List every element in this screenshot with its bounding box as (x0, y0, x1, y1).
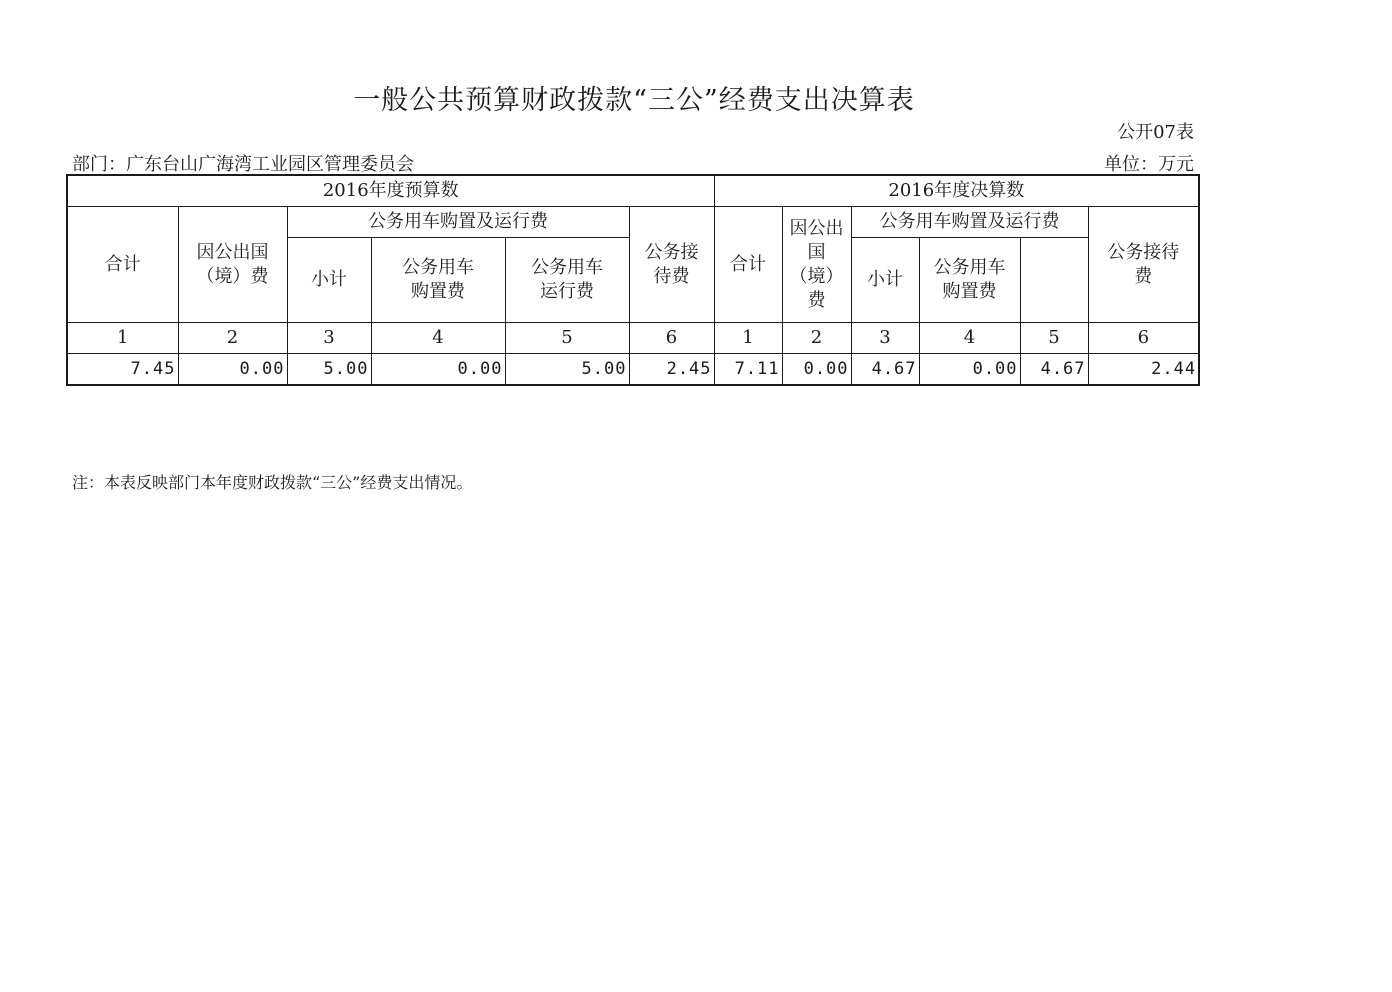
final-abroad-line1: 因公出 (789, 217, 844, 239)
budget-abroad-line2: （境）费 (196, 265, 269, 287)
final-subtotal-header: 小计 (851, 238, 919, 323)
budget-subtotal-value: 5.00 (287, 354, 371, 386)
final-purchase-line2: 购置费 (942, 281, 997, 302)
final-purchase-line1: 公务用车 (933, 257, 1006, 278)
budget-total-header: 合计 (67, 207, 178, 323)
final-group-header: 2016年度决算数 (714, 175, 1199, 207)
budget-idx-1: 1 (67, 323, 178, 354)
budget-idx-5: 5 (505, 323, 629, 354)
budget-operate-line1: 公务用车 (531, 257, 603, 278)
final-idx-3: 3 (851, 323, 919, 354)
final-subtotal-value: 4.67 (851, 354, 919, 386)
budget-abroad-header (178, 207, 287, 323)
final-reception-value: 2.44 (1088, 354, 1199, 386)
budget-total-value: 7.45 (67, 354, 178, 386)
final-idx-6: 6 (1088, 323, 1199, 354)
budget-purchase-value: 0.00 (371, 354, 505, 386)
budget-abroad-line1: 因公出国 (196, 241, 269, 263)
budget-operate-line2: 运行费 (540, 281, 594, 302)
final-idx-2: 2 (782, 323, 851, 354)
final-vehicle-header: 公务用车购置及运行费 (851, 207, 1088, 238)
page-title: 一般公共预算财政拨款“三公”经费支出决算表 (353, 85, 915, 116)
final-idx-4: 4 (919, 323, 1020, 354)
budget-operate-header (505, 238, 629, 323)
final-abroad-header (782, 207, 851, 323)
budget-reception-line1: 公务接 (644, 241, 699, 263)
final-abroad-line4: 费 (807, 289, 826, 311)
budget-idx-6: 6 (629, 323, 714, 354)
final-idx-1: 1 (714, 323, 782, 354)
footnote: 注：本表反映部门本年度财政拨款“三公”经费支出情况。 (72, 473, 473, 492)
department-label: 部门：广东台山广海湾工业园区管理委员会 (72, 154, 414, 175)
budget-group-header: 2016年度预算数 (67, 175, 714, 207)
final-abroad-line2: 国 (807, 241, 826, 263)
budget-idx-2: 2 (178, 323, 287, 354)
final-reception-line1: 公务接待 (1107, 241, 1180, 263)
final-reception-header (1088, 207, 1199, 323)
final-total-header: 合计 (714, 207, 782, 323)
budget-subtotal-header: 小计 (287, 238, 371, 323)
budget-purchase-line1: 公务用车 (402, 257, 474, 278)
final-reception-line2: 费 (1134, 265, 1153, 287)
final-purchase-header (919, 238, 1020, 323)
unit-label: 单位：万元 (1104, 154, 1194, 175)
final-abroad-value: 0.00 (782, 354, 851, 386)
final-operate-header (1020, 238, 1088, 323)
index-row (67, 323, 1199, 354)
budget-abroad-value: 0.00 (178, 354, 287, 386)
budget-reception-header (629, 207, 714, 323)
budget-vehicle-header: 公务用车购置及运行费 (287, 207, 629, 238)
expenditure-table (66, 174, 1200, 386)
final-purchase-value: 0.00 (919, 354, 1020, 386)
final-abroad-line3: （境） (789, 265, 844, 287)
budget-operate-value: 5.00 (505, 354, 629, 386)
budget-idx-4: 4 (371, 323, 505, 354)
budget-idx-3: 3 (287, 323, 371, 354)
budget-reception-line2: 待费 (653, 265, 690, 287)
final-idx-5: 5 (1020, 323, 1088, 354)
budget-purchase-header (371, 238, 505, 323)
final-operate-value: 4.67 (1020, 354, 1088, 386)
form-number: 公开07表 (1117, 122, 1194, 143)
budget-purchase-line2: 购置费 (411, 281, 465, 302)
values-row (67, 354, 1199, 386)
budget-reception-value: 2.45 (629, 354, 714, 386)
final-total-value: 7.11 (714, 354, 782, 386)
